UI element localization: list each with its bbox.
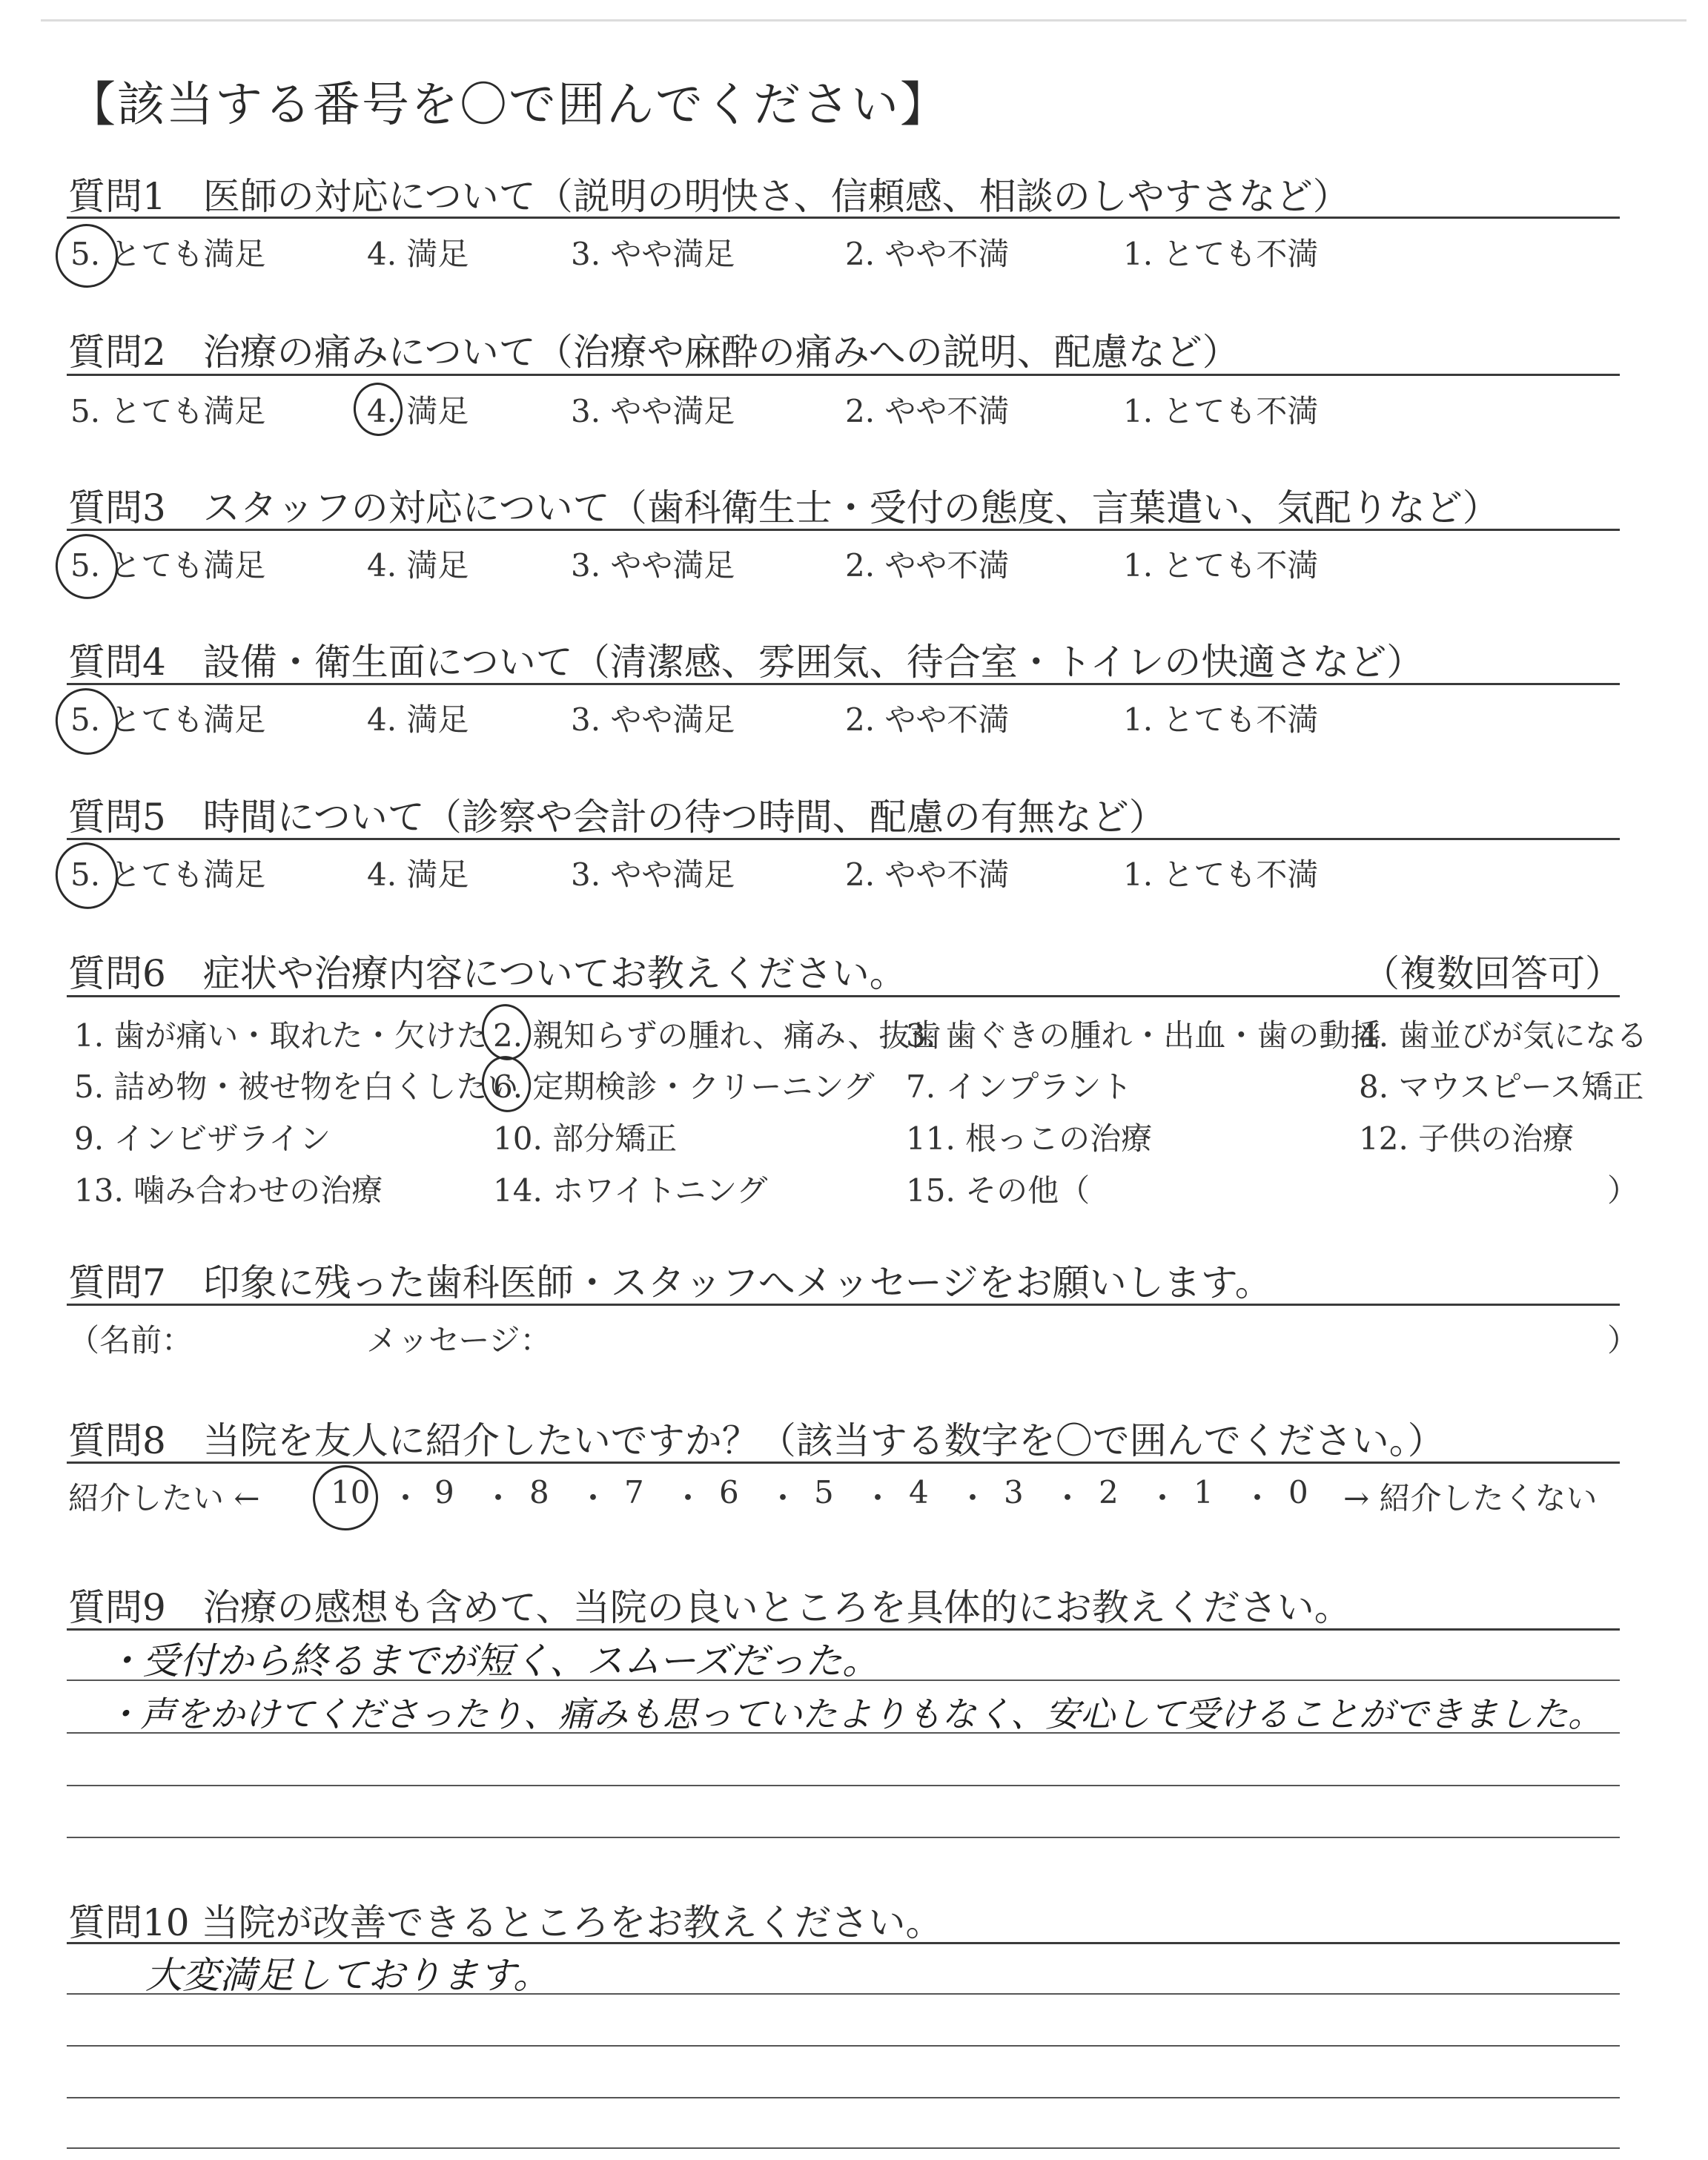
q8-sep: ・ bbox=[1147, 1480, 1179, 1516]
q6-option-1[interactable]: 1. 歯が痛い・取れた・欠けた bbox=[74, 1017, 488, 1054]
q2-option-4[interactable]: 4. 満足 bbox=[367, 393, 469, 429]
q6-option-7[interactable]: 7. インプラント bbox=[906, 1069, 1133, 1105]
question-9-label: 質問9 治療の感想も含めて、当院の良いところを具体的にお教えください。 bbox=[68, 1586, 1351, 1629]
q8-scale-1[interactable]: 1 bbox=[1194, 1474, 1214, 1510]
q4-option-2[interactable]: 2. やや不満 bbox=[845, 701, 1010, 738]
q10-answer-line-1: 大変満足しております。 bbox=[145, 1954, 550, 1997]
q6-option-13[interactable]: 13. 噛み合わせの治療 bbox=[74, 1172, 383, 1209]
question-1-label: 質問1 医師の対応について（説明の明快さ、信頼感、相談のしやすさなど） bbox=[68, 175, 1350, 218]
q8-right-label: → 紹介したくない bbox=[1343, 1480, 1598, 1516]
q4-option-1[interactable]: 1. とても不満 bbox=[1123, 701, 1319, 738]
q2-option-3[interactable]: 3. やや満足 bbox=[571, 393, 735, 429]
q3-option-1[interactable]: 1. とても不満 bbox=[1123, 547, 1319, 584]
q8-scale-10[interactable]: 10 bbox=[331, 1474, 371, 1510]
q3-option-4[interactable]: 4. 満足 bbox=[367, 547, 469, 584]
q3-selected-circle bbox=[50, 528, 124, 605]
q8-scale-3[interactable]: 3 bbox=[1004, 1474, 1024, 1510]
q1-option-5[interactable]: 5. とても満足 bbox=[70, 236, 266, 272]
question-5-rule bbox=[67, 838, 1620, 840]
q5-option-2[interactable]: 2. やや不満 bbox=[845, 856, 1010, 893]
q8-sep: ・ bbox=[767, 1480, 799, 1516]
question-8-label: 質問8 当院を友人に紹介したいですか？（該当する数字を〇で囲んでください。） bbox=[68, 1419, 1445, 1462]
q5-selected-circle bbox=[50, 836, 125, 914]
q8-sep: ・ bbox=[483, 1480, 514, 1516]
question-10-label: 質問10 当院が改善できるところをお教えください。 bbox=[68, 1901, 943, 1944]
q3-option-2[interactable]: 2. やや不満 bbox=[845, 547, 1010, 584]
q4-selected-circle bbox=[50, 682, 125, 760]
q8-scale-8[interactable]: 8 bbox=[529, 1474, 549, 1510]
page-title: 【該当する番号を〇で囲んでください】 bbox=[68, 78, 949, 133]
q8-scale-6[interactable]: 6 bbox=[719, 1474, 739, 1510]
q6-option-14[interactable]: 14. ホワイトニング bbox=[493, 1172, 768, 1209]
q2-option-1[interactable]: 1. とても不満 bbox=[1123, 393, 1319, 429]
q8-scale-9[interactable]: 9 bbox=[434, 1474, 454, 1510]
q6-option-15[interactable]: 15. その他（ bbox=[906, 1172, 1090, 1209]
question-6-label: 質問6 症状や治療内容についてお教えください。 bbox=[68, 952, 907, 995]
q6-option-11[interactable]: 11. 根っこの治療 bbox=[906, 1120, 1153, 1157]
question-8-rule bbox=[67, 1462, 1620, 1464]
q3-option-3[interactable]: 3. やや満足 bbox=[571, 547, 735, 584]
question-2-label: 質問2 治療の痛みについて（治療や麻酔の痛みへの説明、配慮など） bbox=[68, 331, 1239, 374]
question-10-rule bbox=[67, 1942, 1620, 1944]
q1-option-3[interactable]: 3. やや満足 bbox=[571, 236, 735, 272]
q8-sep: ・ bbox=[1242, 1480, 1274, 1516]
q8-scale-0[interactable]: 0 bbox=[1288, 1474, 1308, 1510]
q6-option-5[interactable]: 5. 詰め物・被せ物を白くしたい bbox=[74, 1069, 519, 1105]
q8-left-label: 紹介したい ← bbox=[68, 1480, 260, 1516]
q9-answer-line-1: ・受付から終るまでが短く、スムーズだった。 bbox=[105, 1639, 879, 1682]
question-5-label: 質問5 時間について（診察や会計の待つ時間、配慮の有無など） bbox=[68, 796, 1166, 839]
q1-option-4[interactable]: 4. 満足 bbox=[367, 236, 469, 272]
q8-scale-2[interactable]: 2 bbox=[1099, 1474, 1119, 1510]
q6-option-12[interactable]: 12. 子供の治療 bbox=[1359, 1120, 1575, 1157]
q5-option-3[interactable]: 3. やや満足 bbox=[571, 856, 735, 893]
q4-option-5[interactable]: 5. とても満足 bbox=[70, 701, 266, 738]
q7-close: ） bbox=[1607, 1322, 1639, 1358]
q10-answer-rule bbox=[67, 2097, 1620, 2098]
q8-scale-7[interactable]: 7 bbox=[624, 1474, 644, 1510]
q6-option-4[interactable]: 4. 歯並びが気になる bbox=[1359, 1017, 1648, 1054]
q10-answer-rule bbox=[67, 1993, 1620, 1995]
q8-scale-5[interactable]: 5 bbox=[814, 1474, 834, 1510]
q3-option-5[interactable]: 5. とても満足 bbox=[70, 547, 266, 584]
q2-option-2[interactable]: 2. やや不満 bbox=[845, 393, 1010, 429]
q10-answer-rule bbox=[67, 2147, 1620, 2149]
q9-answer-rule bbox=[67, 1680, 1620, 1681]
question-6-note: （複数回答可） bbox=[1363, 952, 1622, 995]
q8-sep: ・ bbox=[1052, 1480, 1084, 1516]
q7-message-label[interactable]: メッセージ： bbox=[366, 1322, 552, 1358]
top-edge-line bbox=[41, 19, 1687, 22]
question-3-rule bbox=[67, 529, 1620, 531]
question-7-rule bbox=[67, 1304, 1620, 1306]
q1-option-1[interactable]: 1. とても不満 bbox=[1123, 236, 1319, 272]
question-7-label: 質問7 印象に残った歯科医師・スタッフへメッセージをお願いします。 bbox=[68, 1261, 1272, 1304]
q6-option-10[interactable]: 10. 部分矯正 bbox=[493, 1120, 678, 1157]
question-1-rule bbox=[67, 217, 1620, 219]
q7-name-label[interactable]: （名前： bbox=[68, 1322, 193, 1358]
q10-answer-rule bbox=[67, 2045, 1620, 2047]
q8-sep: ・ bbox=[862, 1480, 894, 1516]
q5-option-5[interactable]: 5. とても満足 bbox=[70, 856, 266, 893]
question-2-rule bbox=[67, 374, 1620, 376]
q8-scale-4[interactable]: 4 bbox=[909, 1474, 929, 1510]
q1-option-2[interactable]: 2. やや不満 bbox=[845, 236, 1010, 272]
q6-option-3[interactable]: 3. 歯ぐきの腫れ・出血・歯の動揺 bbox=[906, 1017, 1382, 1054]
q6-option-6[interactable]: 6. 定期検診・クリーニング bbox=[493, 1069, 875, 1105]
q6-option-8[interactable]: 8. マウスピース矯正 bbox=[1359, 1069, 1644, 1105]
q8-sep: ・ bbox=[672, 1480, 704, 1516]
q9-answer-rule bbox=[67, 1785, 1620, 1786]
q8-selected-circle bbox=[308, 1460, 383, 1536]
q8-sep: ・ bbox=[390, 1480, 422, 1516]
q6-option-2[interactable]: 2. 親知らずの腫れ、痛み、抜歯 bbox=[493, 1017, 941, 1054]
q9-answer-rule bbox=[67, 1837, 1620, 1838]
q4-option-3[interactable]: 3. やや満足 bbox=[571, 701, 735, 738]
q8-sep: ・ bbox=[957, 1480, 989, 1516]
q8-sep: ・ bbox=[577, 1480, 609, 1516]
q5-option-4[interactable]: 4. 満足 bbox=[367, 856, 469, 893]
question-6-rule bbox=[67, 995, 1620, 997]
question-3-label: 質問3 スタッフの対応について（歯科衛生士・受付の態度、言葉遣い、気配りなど） bbox=[68, 486, 1500, 529]
question-4-rule bbox=[67, 683, 1620, 685]
q9-answer-rule bbox=[67, 1732, 1620, 1734]
q6-option-9[interactable]: 9. インビザライン bbox=[74, 1120, 331, 1157]
question-4-label: 質問4 設備・衛生面について（清潔感、雰囲気、待合室・トイレの快適さなど） bbox=[68, 641, 1424, 684]
q6-option-15-close: ） bbox=[1607, 1172, 1639, 1209]
q9-answer-line-2: ・声をかけてくださったり、痛みも思っていたよりもなく、安心して受けることができました。 bbox=[105, 1694, 1603, 1735]
q5-option-1[interactable]: 1. とても不満 bbox=[1123, 856, 1319, 893]
q2-option-5[interactable]: 5. とても満足 bbox=[70, 393, 266, 429]
q4-option-4[interactable]: 4. 満足 bbox=[367, 701, 469, 738]
question-9-rule bbox=[67, 1628, 1620, 1631]
